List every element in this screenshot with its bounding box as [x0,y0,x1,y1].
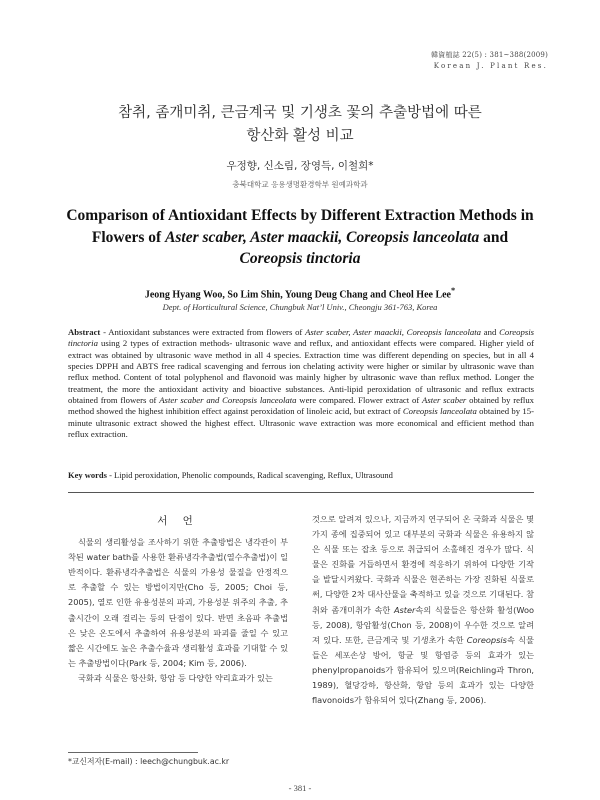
title-species: Aster scaber, Aster maackii, Coreopsis lanceolata [165,228,480,246]
english-title-line3: Coreopsis tinctoria [239,250,361,267]
journal-volume: 韓資植誌 22(5) : 381~388(2009) [431,51,548,59]
author-names: Jeong Hyang Woo, So Lim Shin, Young Deug Chang and Cheol Hee Lee [144,289,451,301]
english-title-line1: Comparison of Antioxidant Effects by Different Extraction Methods in [66,207,534,224]
abstract-text: obtained by reflux method showed the highest inhibition effect against peroxidation of linoleic acid, but extract of [68,395,535,417]
korean-title-line2: 항산화 활성 비교 [246,128,354,144]
abstract-text: and [481,327,500,337]
title-text: Flowers of [91,228,166,246]
abstract-text: were compared. Flower extract of [296,395,423,406]
section-heading-intro: 서 언 [157,515,199,527]
abstract-species: Coreopsis lanceolata [402,406,477,417]
abstract-species: Aster scaber [422,395,467,406]
abstract-text: - Antioxidant substances were extracted from flowers of [100,327,306,337]
intro-paragraph-continued [312,512,534,708]
corresponding-mark: * [451,286,456,295]
body-text: 것으로 알려져 있으나, 지금까지 연구되어 온 국화과 식물은 몇 가지 종에 집중되어 있고 대부분의 국화과 식물은 유용하지 않은 식물 또는 잡초 등으로 취급되어 소홀해진 경우가 많다. 식물은 진화를 거듭하면서 환경에 적응하기 위하여 다양한 기작을 발달시켜왔다. 국화과 식물은 현존하는 가장 진화된 식물로써, 다양한 2차 대사산물을 축적하고 있을 것으로 기대된다. 참취와 좀개미취가 속한 [312,514,534,615]
genus-name: Aster [393,604,416,615]
intro-paragraph-2: 국화과 식물은 항산화, 항암 등 다양한 약리효과가 있는 [78,672,273,683]
page-number: - 381 - [288,783,312,793]
korean-affiliation: 충북대학교 응용생명환경학부 원예과학과 [232,180,368,189]
body-column-left [68,508,288,686]
english-authors [0,286,600,300]
abstract-text: obtained by 15-minute ultrasonic extract showed the highest effect. Ultrasonic wave extraction was more economical and efficient method than reflux extraction. [68,406,535,440]
keywords-text: - Lipid peroxidation, Phenolic compounds, Radical scavenging, Reflux, Ultrasound [106,470,393,480]
abstract [68,327,534,440]
abstract-text: using 2 types of extraction methods- ultrasonic wave and reflux, and antioxidant effects were compared. Higher yield of extract was obtained by ultrasonic wave method in all 4 species. Extraction time was different depending on species, but in all 4 species DPPH and ABTS free radical scavenging and ferrous ion chelating activity were higher or similar by ultrasonic wave than reflux method. Content of total polyphenol and flavonoid was mainly higher by ultrasonic wave than reflux method. Longer the treatment, the more the antioxidant activity and bioactive substances. Anti-lipid peroxidation of ultrasonic and reflux extracts obtained from flowers of [68,338,534,406]
abstract-species: Coreopsis tinctoria [68,327,534,349]
intro-paragraph-1: 식물의 생리활성을 조사하기 위한 추출방법은 냉각관이 부착된 water bath를 사용한 환류냉각추출법(열수추출법)이 일반적이다. 환류냉각추출법은 식물의 가용성 물질을 안정적으로 추출할 수 있는 방법이지만(Cho 등, 2005; Choi 등, 2005), 열로 인한 유용성분의 파괴, 가용성분 위주의 추출, 추출시간이 오래 걸리는 등의 단점이 있다. 반면 초음파 추출법은 낮은 온도에서 추출하여 유용성분의 파괴를 줄일 수 있고 짧은 시간에도 높은 추출수율과 생리활성 효과를 기대할 수 있는 추출방법이다(Park 등, 2004; Kim 등, 2006). [68,537,288,668]
footnote-divider [68,752,198,753]
title-text: and [479,228,509,246]
body-column-right [312,512,534,708]
korean-title [40,102,560,148]
korean-authors: 우정향, 신소림, 장영득, 이철희* [226,160,374,172]
english-title-line2 [40,227,560,249]
body-text: 속의 식물들은 항산화 활성(Woo 등, 2008), 항암활성(Chon 등, 2008)이 우수한 것으로 알려져 있다. 또한, 큰금계국 및 기생초가 속한 [312,604,534,645]
english-affiliation: Dept. of Horticultural Science, Chungbuk Nat’l Univ., Cheongju 361-763, Korea [162,302,438,312]
abstract-species: Aster scaber and Coreopsis lanceolata [159,395,297,406]
corresponding-author-footnote: *교신저자(E-mail) : leech@chungbuk.ac.kr [68,757,230,766]
section-divider [68,492,534,493]
journal-name: Korean J. Plant Res. [433,62,548,70]
abstract-species: Aster scaber, Aster maackii, Coreopsis lanceolata [305,327,482,337]
keywords [68,470,534,480]
keywords-heading: Key words [68,470,107,480]
abstract-heading: Abstract [68,327,101,337]
korean-title-line1: 참취, 좀개미취, 큰금계국 및 기생초 꽃의 추출방법에 따른 [118,105,482,121]
genus-name: Coreopsis [466,634,507,645]
journal-reference [431,50,548,72]
body-text: 속 식물들은 세포손상 방어, 항균 및 항염증 등의 효과가 있는 phenylpropanoids가 함유되어 있으며(Reichling과 Thron, 1989), 혈당강하, 항산화, 항암 등의 효과가 있는 다양한 flavonoids가 함유되어 있다(Zhang 등, 2006). [312,634,534,706]
english-title [40,205,560,270]
